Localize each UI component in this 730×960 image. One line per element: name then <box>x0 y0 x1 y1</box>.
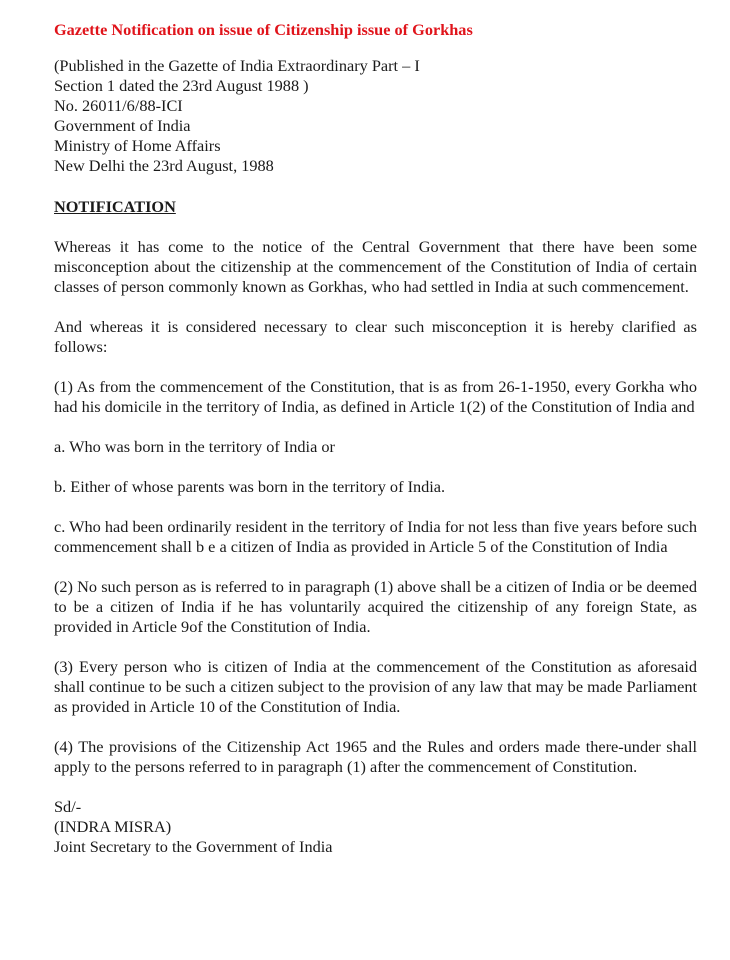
header-line-publication: (Published in the Gazette of India Extraordinary Part – I <box>54 56 420 75</box>
clause-3: (3) Every person who is citizen of India at the commencement of the Constitution as aforesaid shall continue to be such a citizen subject to the provision of any law that may be made Parliament as provided in Article 10 of the Constitution of India. <box>54 657 697 716</box>
signatory-designation: Joint Secretary to the Government of India <box>54 837 333 856</box>
clause-1-b: b. Either of whose parents was born in the territory of India. <box>54 477 446 496</box>
header-line-government: Government of India <box>54 116 191 135</box>
paragraph-whereas: Whereas it has come to the notice of the Central Government that there have been some misconception about the citizenship at the commencement of the Constitution of India of certain classes of person commonly known as Gorkhas, who had settled in India at such commencement. <box>54 237 697 296</box>
document-title: Gazette Notification on issue of Citizenship issue of Gorkhas <box>54 20 473 39</box>
signature-sd: Sd/- <box>54 797 82 816</box>
notification-heading: NOTIFICATION <box>54 197 176 216</box>
header-line-section: Section 1 dated the 23rd August 1988 ) <box>54 76 309 95</box>
clause-4: (4) The provisions of the Citizenship Act 1965 and the Rules and orders made there-under shall apply to the persons referred to in paragraph (1) after the commencement of Constitution. <box>54 737 697 776</box>
paragraph-and-whereas: And whereas it is considered necessary to clear such misconception it is hereby clarified as follows: <box>54 317 697 356</box>
clause-2: (2) No such person as is referred to in paragraph (1) above shall be a citizen of India or be deemed to be a citizen of India if he has voluntarily acquired the citizenship of any foreign State, as provided in Article 9of the Constitution of India. <box>54 577 697 636</box>
header-line-place-date: New Delhi the 23rd August, 1988 <box>54 156 274 175</box>
clause-1-a: a. Who was born in the territory of India or <box>54 437 335 456</box>
header-line-ministry: Ministry of Home Affairs <box>54 136 221 155</box>
header-line-number: No. 26011/6/88-ICI <box>54 96 183 115</box>
signature-block <box>54 797 697 857</box>
publication-header <box>54 56 697 176</box>
gazette-document <box>54 20 697 857</box>
clause-1: (1) As from the commencement of the Constitution, that is as from 26-1-1950, every Gorkha who had his domicile in the territory of India, as defined in Article 1(2) of the Constitution of India and <box>54 377 697 416</box>
clause-1-c: c. Who had been ordinarily resident in the territory of India for not less than five years before such commencement shall b e a citizen of India as provided in Article 5 of the Constitution of India <box>54 517 697 556</box>
signatory-name: (INDRA MISRA) <box>54 817 172 836</box>
